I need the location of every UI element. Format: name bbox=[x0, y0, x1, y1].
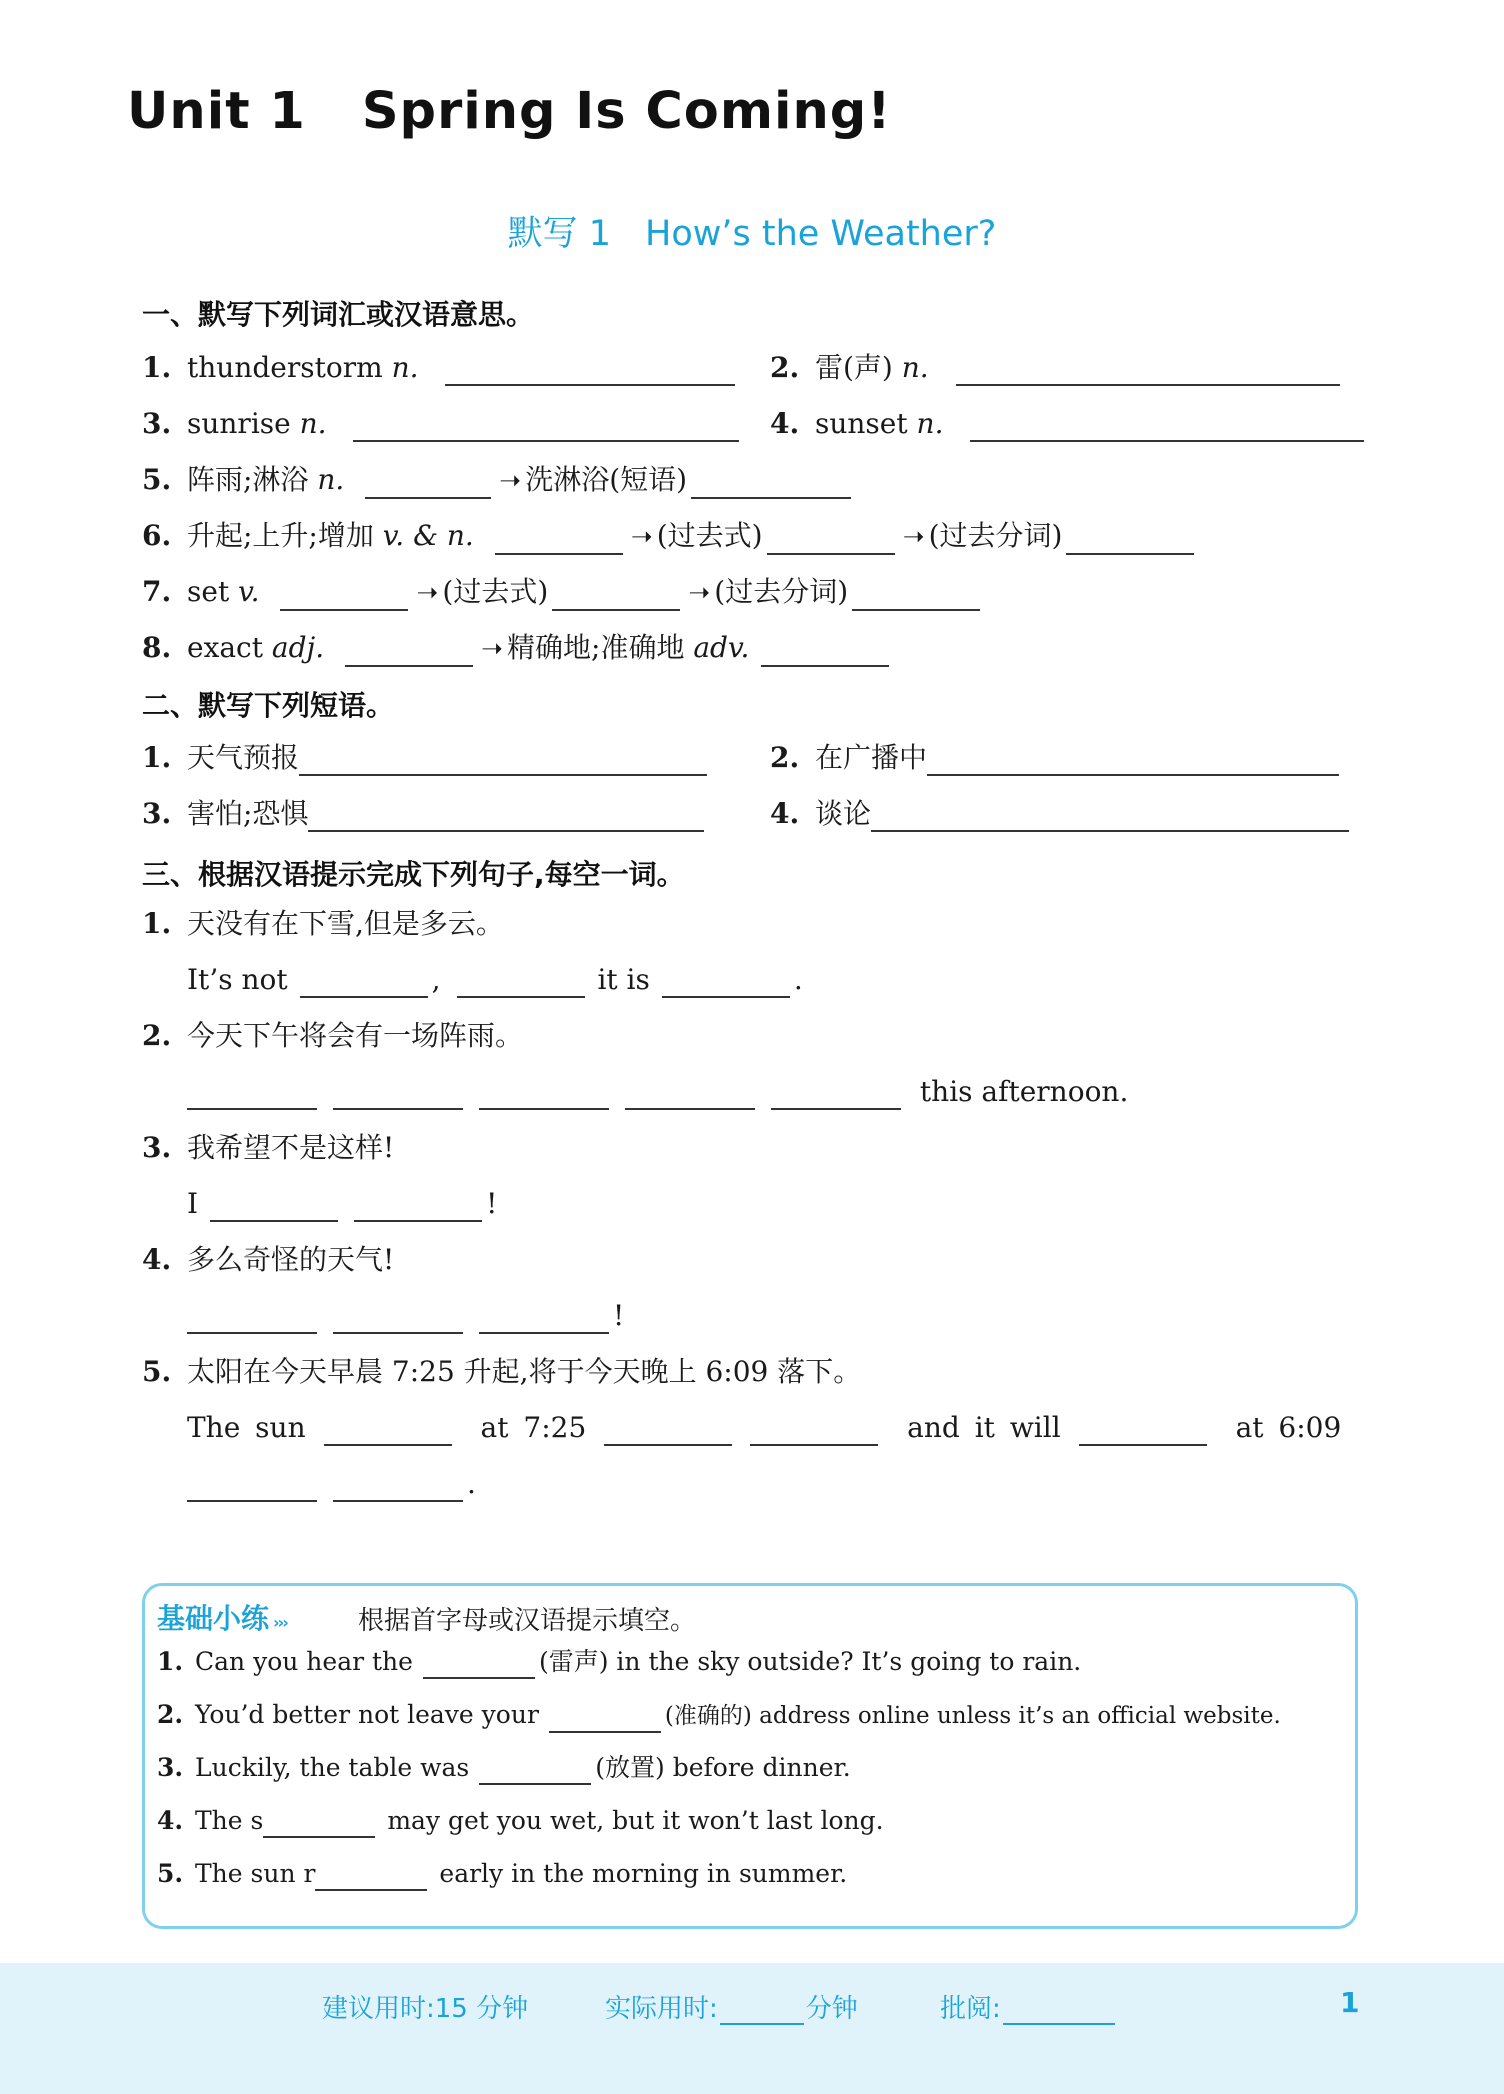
item-number: 1. bbox=[142, 907, 172, 940]
vocab-item-4 bbox=[770, 406, 1368, 442]
derived-label: (过去分词) bbox=[714, 575, 849, 608]
item-number: 3. bbox=[142, 797, 172, 830]
item-word: 天气预报 bbox=[187, 741, 300, 774]
sentence-cn: 天没有在下雪,但是多云。 bbox=[187, 907, 504, 940]
actual-time bbox=[605, 1988, 858, 2025]
sentence-text: early in the morning in summer. bbox=[439, 1859, 848, 1888]
item-word: 害怕;恐惧 bbox=[187, 797, 309, 830]
answer-blank[interactable] bbox=[445, 354, 735, 386]
vocab-item-2 bbox=[770, 350, 1344, 386]
actual-time-blank[interactable] bbox=[720, 1997, 804, 2025]
answer-blank[interactable] bbox=[956, 354, 1340, 386]
arrow-icon: ➝ bbox=[499, 466, 522, 496]
vocab-item-8 bbox=[142, 630, 893, 667]
derived-label: 精确地;准确地 bbox=[507, 631, 685, 664]
answer-blank[interactable] bbox=[308, 800, 704, 832]
sentence-cn: 太阳在今天早晨 7:25 升起,将于今天晚上 6:09 落下。 bbox=[187, 1355, 862, 1388]
sentence-text: it is bbox=[597, 963, 650, 996]
section2-heading: 二、默写下列短语。 bbox=[142, 689, 395, 722]
item-pos: n. bbox=[916, 407, 944, 440]
sentence-text: . bbox=[793, 963, 803, 996]
suggested-time: 建议用时:15 分钟 bbox=[322, 1994, 529, 2024]
item-pos: n. bbox=[299, 407, 327, 440]
answer-blank[interactable] bbox=[280, 579, 408, 611]
sentence-5-cn bbox=[142, 1354, 861, 1390]
item-word: 在广播中 bbox=[815, 741, 928, 774]
lesson-label: 默写 1 bbox=[507, 214, 612, 254]
sentence-4-en bbox=[187, 1298, 624, 1334]
sentence-text: ! bbox=[613, 1299, 625, 1332]
item-number: 3. bbox=[157, 1753, 184, 1782]
sentence-text: (放置) before dinner. bbox=[595, 1753, 851, 1782]
practice-title-text: 基础小练 bbox=[157, 1602, 270, 1635]
sentence-text: Luckily, the table was bbox=[195, 1753, 470, 1782]
arrow-icon: ➝ bbox=[688, 578, 711, 608]
sentence-text: (雷声) in the sky outside? It’s going to rain. bbox=[538, 1647, 1082, 1676]
sentence-text: this afternoon. bbox=[919, 1075, 1129, 1108]
answer-blank[interactable] bbox=[479, 1302, 609, 1334]
section1-heading: 一、默写下列词汇或汉语意思。 bbox=[142, 298, 535, 331]
phrase-item-3 bbox=[142, 796, 708, 832]
arrow-icon: ➝ bbox=[630, 522, 653, 552]
review-label: 批阅: bbox=[940, 1994, 1001, 2024]
sentence-cn: 多么奇怪的天气! bbox=[187, 1243, 395, 1276]
item-number: 2. bbox=[157, 1700, 184, 1729]
answer-blank[interactable] bbox=[625, 1078, 755, 1110]
answer-blank[interactable] bbox=[423, 1651, 535, 1679]
sentence-text: The sun r bbox=[195, 1859, 316, 1888]
item-pos: adj. bbox=[271, 631, 325, 664]
answer-blank[interactable] bbox=[927, 744, 1339, 776]
sentence-text: You’d better not leave your bbox=[195, 1700, 539, 1729]
answer-blank[interactable] bbox=[750, 1414, 878, 1446]
answer-blank[interactable] bbox=[479, 1078, 609, 1110]
item-pos: v. bbox=[238, 575, 260, 608]
item-number: 8. bbox=[142, 631, 172, 664]
sentence-text: It’s not bbox=[187, 963, 288, 996]
item-word: 阵雨;淋浴 bbox=[187, 463, 309, 496]
item-word: 雷(声) bbox=[815, 351, 893, 384]
practice-instruction: 根据首字母或汉语提示填空。 bbox=[358, 1606, 697, 1636]
vocab-item-1 bbox=[142, 350, 739, 386]
sentence-text: The s bbox=[195, 1806, 264, 1835]
answer-blank[interactable] bbox=[852, 579, 980, 611]
item-number: 4. bbox=[142, 1243, 172, 1276]
item-word: set bbox=[187, 575, 230, 608]
actual-time-label: 实际用时: bbox=[605, 1994, 718, 2024]
answer-blank[interactable] bbox=[353, 410, 739, 442]
item-word: sunrise bbox=[187, 407, 291, 440]
footer-bar bbox=[0, 1963, 1504, 2094]
answer-blank[interactable] bbox=[299, 744, 707, 776]
review-blank[interactable] bbox=[1003, 1997, 1115, 2025]
answer-blank[interactable] bbox=[333, 1470, 463, 1502]
answer-blank[interactable] bbox=[604, 1414, 732, 1446]
answer-blank[interactable] bbox=[315, 1863, 427, 1891]
answer-blank[interactable] bbox=[662, 966, 790, 998]
arrow-icon: ➝ bbox=[902, 522, 925, 552]
answer-blank[interactable] bbox=[479, 1757, 591, 1785]
sentence-2-en bbox=[187, 1074, 1128, 1110]
practice-item-4 bbox=[157, 1804, 884, 1838]
item-word: sunset bbox=[815, 407, 908, 440]
sentence-text: and it will bbox=[907, 1411, 1061, 1444]
item-number: 7. bbox=[142, 575, 172, 608]
answer-blank[interactable] bbox=[345, 635, 473, 667]
item-number: 4. bbox=[157, 1806, 184, 1835]
answer-blank[interactable] bbox=[871, 800, 1349, 832]
practice-item-2 bbox=[157, 1698, 1281, 1733]
item-word: exact bbox=[187, 631, 263, 664]
vocab-item-5 bbox=[142, 462, 855, 499]
sentence-text: The sun bbox=[187, 1411, 306, 1444]
sentence-text: . bbox=[467, 1467, 476, 1500]
answer-blank[interactable] bbox=[552, 579, 680, 611]
sentence-text: may get you wet, but it won’t last long. bbox=[387, 1806, 884, 1835]
derived-label: (过去式) bbox=[656, 519, 763, 552]
answer-blank[interactable] bbox=[771, 1078, 901, 1110]
sentence-text: at 7:25 bbox=[480, 1411, 587, 1444]
phrase-item-1 bbox=[142, 740, 711, 776]
sentence-5-en-cont bbox=[187, 1466, 476, 1502]
arrow-icon: ➝ bbox=[416, 578, 439, 608]
page-number: 1 bbox=[1340, 1986, 1360, 2019]
item-number: 5. bbox=[142, 463, 172, 496]
practice-item-5 bbox=[157, 1857, 847, 1891]
sentence-2-cn bbox=[142, 1018, 523, 1054]
answer-blank[interactable] bbox=[1079, 1414, 1207, 1446]
answer-blank[interactable] bbox=[767, 523, 895, 555]
item-pos: n. bbox=[317, 463, 345, 496]
sentence-text: , bbox=[431, 963, 441, 996]
item-word: 升起;上升;增加 bbox=[187, 519, 374, 552]
answer-blank[interactable] bbox=[324, 1414, 452, 1446]
sentence-text: Can you hear the bbox=[195, 1647, 413, 1676]
unit-number: Unit 1 bbox=[127, 82, 306, 141]
answer-blank[interactable] bbox=[333, 1302, 463, 1334]
answer-blank[interactable] bbox=[970, 410, 1364, 442]
answer-blank[interactable] bbox=[495, 523, 623, 555]
answer-blank[interactable] bbox=[354, 1190, 482, 1222]
arrow-icon: ➝ bbox=[481, 634, 503, 664]
item-pos: v. & n. bbox=[382, 519, 474, 552]
phrase-item-4 bbox=[770, 796, 1353, 832]
item-number: 1. bbox=[157, 1647, 184, 1676]
item-number: 2. bbox=[770, 351, 800, 384]
sentence-text: (准确的) address online unless it’s an official website. bbox=[664, 1703, 1281, 1729]
vocab-item-7 bbox=[142, 574, 984, 611]
item-number: 1. bbox=[142, 741, 172, 774]
sentence-cn: 我希望不是这样! bbox=[187, 1131, 395, 1164]
answer-blank[interactable] bbox=[210, 1190, 338, 1222]
item-number: 1. bbox=[142, 351, 172, 384]
lesson-name: How’s the Weather? bbox=[645, 214, 997, 254]
answer-blank[interactable] bbox=[691, 467, 851, 499]
sentence-3-cn bbox=[142, 1130, 394, 1166]
answer-blank[interactable] bbox=[187, 1470, 317, 1502]
answer-blank[interactable] bbox=[263, 1810, 375, 1838]
sentence-text: at 6:09 bbox=[1235, 1411, 1342, 1444]
sentence-1-cn bbox=[142, 906, 504, 942]
sentence-5-en bbox=[187, 1410, 1341, 1446]
answer-blank[interactable] bbox=[761, 635, 889, 667]
sentence-cn: 今天下午将会有一场阵雨。 bbox=[187, 1019, 524, 1052]
item-number: 5. bbox=[142, 1355, 172, 1388]
vocab-item-6 bbox=[142, 518, 1198, 555]
answer-blank[interactable] bbox=[1066, 523, 1194, 555]
sentence-1-en bbox=[187, 962, 803, 998]
lesson-title bbox=[0, 206, 1504, 256]
item-number: 2. bbox=[770, 741, 800, 774]
practice-title bbox=[157, 1597, 287, 1637]
answer-blank[interactable] bbox=[549, 1705, 661, 1733]
answer-blank[interactable] bbox=[187, 1078, 317, 1110]
item-word: thunderstorm bbox=[187, 351, 383, 384]
derived-label: 洗淋浴(短语) bbox=[525, 463, 688, 496]
review bbox=[940, 1988, 1117, 2025]
sentence-text: I bbox=[187, 1187, 199, 1220]
section3-heading: 三、根据汉语提示完成下列句子,每空一词。 bbox=[142, 858, 685, 891]
item-number: 5. bbox=[157, 1859, 184, 1888]
item-number: 3. bbox=[142, 1131, 172, 1164]
unit-title bbox=[127, 82, 892, 141]
minutes-label: 分钟 bbox=[805, 1994, 858, 2024]
answer-blank[interactable] bbox=[457, 966, 585, 998]
practice-item-3 bbox=[157, 1751, 851, 1785]
unit-name: Spring Is Coming! bbox=[361, 82, 892, 141]
item-pos: n. bbox=[901, 351, 929, 384]
item-number: 4. bbox=[770, 407, 800, 440]
practice-item-1 bbox=[157, 1645, 1081, 1679]
item-word: 谈论 bbox=[815, 797, 872, 830]
item-pos: adv. bbox=[693, 631, 750, 664]
sentence-text: ! bbox=[486, 1187, 498, 1220]
answer-blank[interactable] bbox=[365, 467, 491, 499]
item-number: 4. bbox=[770, 797, 800, 830]
vocab-item-3 bbox=[142, 406, 743, 442]
sentence-3-en bbox=[187, 1186, 497, 1222]
item-number: 2. bbox=[142, 1019, 172, 1052]
chevron-icon: ››› bbox=[273, 1613, 287, 1632]
sentence-4-cn bbox=[142, 1242, 394, 1278]
derived-label: (过去分词) bbox=[928, 519, 1063, 552]
answer-blank[interactable] bbox=[187, 1302, 317, 1334]
answer-blank[interactable] bbox=[333, 1078, 463, 1110]
answer-blank[interactable] bbox=[300, 966, 428, 998]
item-pos: n. bbox=[391, 351, 419, 384]
derived-label: (过去式) bbox=[442, 575, 549, 608]
item-number: 6. bbox=[142, 519, 172, 552]
item-number: 3. bbox=[142, 407, 172, 440]
phrase-item-2 bbox=[770, 740, 1343, 776]
